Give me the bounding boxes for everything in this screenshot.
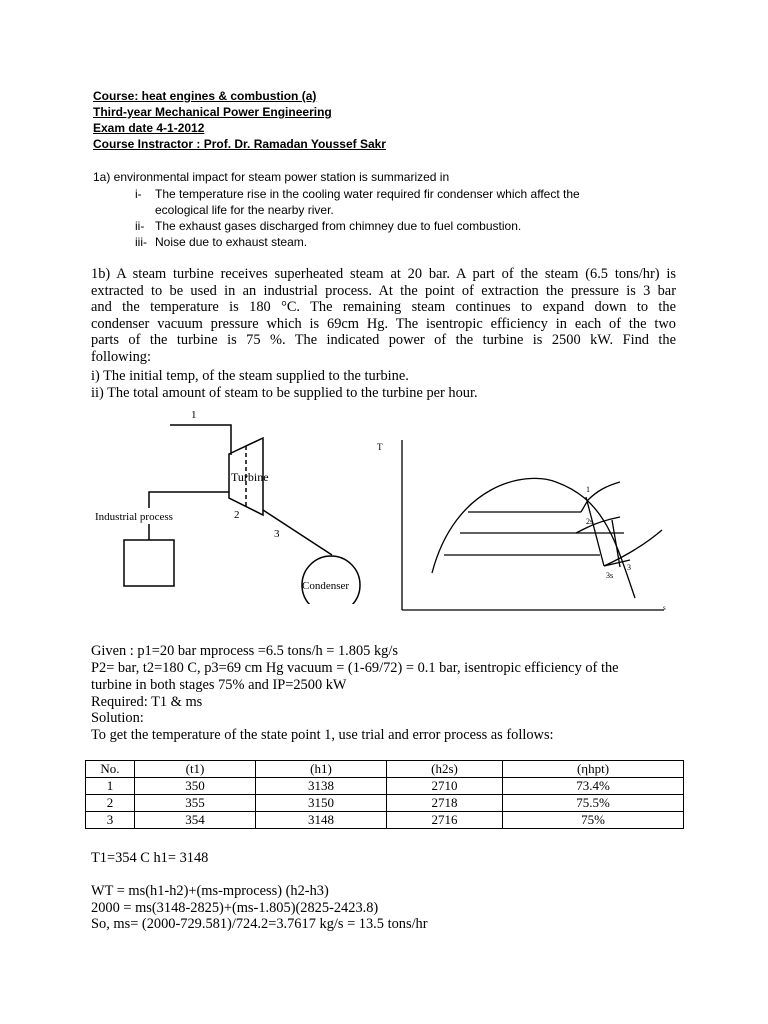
course-instructor: Course Instractor : Prof. Dr. Ramadan Youssef Sakr	[93, 137, 386, 151]
point-2s-label: 2s	[586, 517, 594, 526]
list-marker: iii-	[135, 235, 147, 249]
mass-flow-result: So, ms= (2000-729.581)/724.2=3.7617 kg/s = 13.5 tons/hr	[91, 916, 428, 932]
list-item-text: The exhaust gases discharged from chimney due to fuel combustion.	[155, 219, 522, 233]
column-header: (t1)	[135, 761, 256, 778]
table-cell: 2716	[387, 812, 503, 829]
point-1-label: 1	[586, 485, 590, 494]
paragraph-line: parts of the turbine is 75 %. The indicated power of the turbine is 2500 kW. Find the	[91, 332, 676, 349]
table-cell: 1	[86, 778, 135, 795]
table-row	[86, 795, 684, 812]
given-line: Given : p1=20 bar mprocess =6.5 tons/h = 1.805 kg/s	[91, 643, 398, 659]
table-cell: 355	[135, 795, 256, 812]
column-header: (h2s)	[387, 761, 503, 778]
substitution-equation: 2000 = ms(3148-2825)+(ms-1.805)(2825-2423.8)	[91, 900, 379, 916]
find-item-i: i) The initial temp, of the steam supplied to the turbine.	[91, 368, 409, 384]
table-row	[86, 778, 684, 795]
paragraph-line: 1b) A steam turbine receives superheated steam at 20 bar. A part of the steam (6.5 tons/hr) is	[91, 266, 676, 282]
inlet-label: 1	[191, 409, 197, 421]
pressure-line-cont: turbine in both stages 75% and IP=2500 kW	[91, 677, 347, 693]
required-line: Required: T1 & ms	[91, 694, 203, 710]
table-cell: 350	[135, 778, 256, 795]
extraction-point-label: 2	[234, 509, 240, 521]
industrial-process-box	[124, 540, 174, 586]
question-1b-text	[91, 266, 676, 366]
table-cell: 3148	[256, 812, 387, 829]
find-item-ii: ii) The total amount of steam to be supplied to the turbine per hour.	[91, 385, 478, 401]
turbine-label: Turbine	[231, 470, 269, 484]
point-3s-label: 3s	[606, 571, 614, 580]
saturation-dome	[432, 478, 635, 598]
pressure-line: P2= bar, t2=180 C, p3=69 cm Hg vacuum = (1-69/72) = 0.1 bar, isentropic efficiency of the	[91, 660, 619, 676]
list-item-text: The temperature rise in the cooling water required fir condenser which affect the	[155, 187, 580, 201]
table-cell: 2710	[387, 778, 503, 795]
exhaust-point-label: 3	[274, 528, 280, 540]
paragraph-line: and the temperature is 180 °C. The remaining steam continues to expand down to the	[91, 299, 676, 316]
list-item-text: ecological life for the nearby river.	[155, 203, 334, 217]
condenser-pressure-line	[604, 530, 662, 566]
table-cell: 75%	[503, 812, 684, 829]
table-row	[86, 812, 684, 829]
trial-error-table	[85, 760, 684, 829]
course-title: Course: heat engines & combustion (a)	[93, 89, 317, 103]
paragraph-line: extracted to be used in an industrial process. At the point of extraction the pressure is 3 bar	[91, 282, 676, 299]
column-header: (ηhpt)	[503, 761, 684, 778]
paragraph-line: condenser vacuum pressure which is 69cm Hg. The isentropic efficiency in each of the two	[91, 315, 676, 332]
column-header: (h1)	[256, 761, 387, 778]
solution-label: Solution:	[91, 710, 144, 726]
table-cell: 354	[135, 812, 256, 829]
condenser-label: Condenser	[302, 580, 350, 592]
table-header-row	[86, 761, 684, 778]
exam-date: Exam date 4-1-2012	[93, 121, 205, 135]
program-title: Third-year Mechanical Power Engineering	[93, 105, 332, 119]
table-cell: 73.4%	[503, 778, 684, 795]
method-line: To get the temperature of the state point 1, use trial and error process as follows:	[91, 727, 554, 743]
s-axis-label: s	[663, 604, 666, 612]
table-cell: 2	[86, 795, 135, 812]
inlet-pipe	[170, 425, 231, 455]
ts-diagram	[372, 436, 676, 614]
table-cell: 3	[86, 812, 135, 829]
list-marker: i-	[135, 187, 142, 201]
table-cell: 2718	[387, 795, 503, 812]
turbine-schematic	[90, 404, 380, 604]
work-equation: WT = ms(h1-h2)+(ms-mprocess) (h2-h3)	[91, 883, 329, 899]
expansion-1-2s	[586, 497, 604, 566]
paragraph-line: following:	[91, 348, 151, 365]
table-cell: 75.5%	[503, 795, 684, 812]
question-1a-intro: 1a) environmental impact for steam power station is summarized in	[93, 170, 450, 184]
t-axis-label: T	[377, 442, 383, 452]
industrial-process-label: Industrial process	[95, 511, 173, 523]
column-header: No.	[86, 761, 135, 778]
question-1a-item-i-cont	[155, 202, 334, 218]
table-cell: 3138	[256, 778, 387, 795]
list-marker: ii-	[135, 219, 145, 233]
point-3-label: 3	[627, 563, 631, 572]
table-cell: 3150	[256, 795, 387, 812]
list-item-text: Noise due to exhaust steam.	[155, 235, 308, 249]
result-t1-line: T1=354 C h1= 3148	[91, 850, 209, 866]
